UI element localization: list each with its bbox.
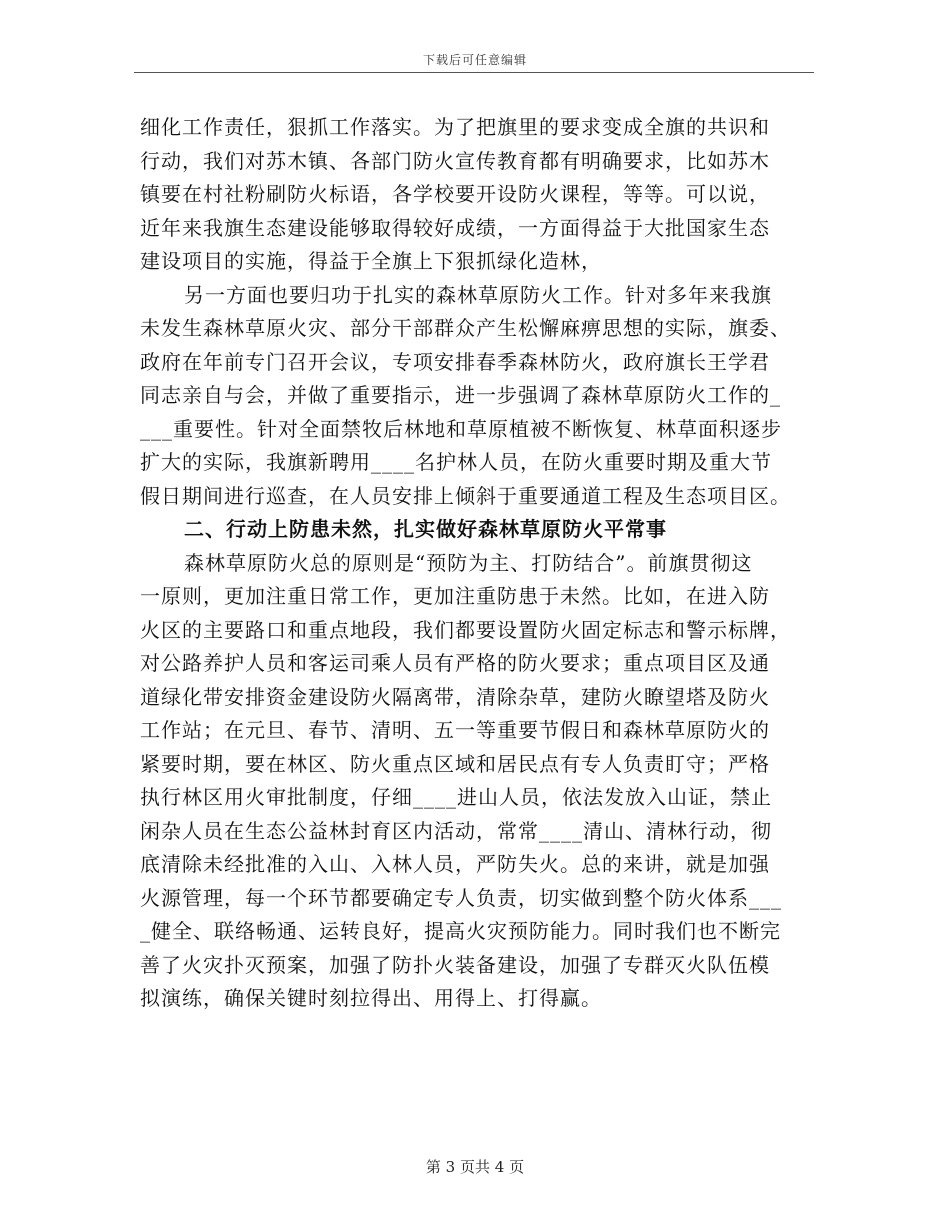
page-header: 下载后可任意编辑 <box>422 53 527 67</box>
body-line: 细化工作责任，狠抓工作落实。为了把旗里的要求变成全旗的共识和 <box>140 115 770 139</box>
body-line: 执行林区用火审批制度，仔细____进山人员，依法发放入山证，禁止 <box>140 785 772 809</box>
body-line: _健全、联络畅通、运转良好，提高火灾预防能力。同时我们也不断完 <box>140 919 781 943</box>
body-line: 另一方面也要归功于扎实的森林草原防火工作。针对多年来我旗 <box>184 282 772 307</box>
body-line: 假日期间进行巡查，在人员安排上倾斜于重要通道工程及生态项目区。 <box>140 483 791 508</box>
body-line: 政府在年前专门召开会议，专项安排春季森林防火，政府旗长王学君 <box>140 349 770 374</box>
body-line: 火源管理，每一个环节都要确定专人负责，切实做到整个防火体系___ <box>140 885 782 910</box>
body-line: 森林草原防火总的原则是“预防为主、打防结合”。前旗贯彻这 <box>184 550 753 575</box>
body-line: 底清除未经批准的入山、入林人员，严防失火。总的来讲，就是加强 <box>140 852 770 876</box>
body-line: 建设项目的实施，得益于全旗上下狠抓绿化造林， <box>140 249 602 273</box>
body-line: 工作站；在元旦、春节、清明、五一等重要节假日和森林草原防火的 <box>140 718 770 742</box>
body-line: 对公路养护人员和客运司乘人员有严格的防火要求；重点项目区及通 <box>140 651 770 675</box>
document-body <box>140 111 808 1016</box>
body-line: ___重要性。针对全面禁牧后林地和草原植被不断恢复、林草面积逐步 <box>140 416 782 441</box>
body-line: 一原则，更加注重日常工作，更加注重防患于未然。比如，在进入防 <box>140 584 770 608</box>
body-line: 近年来我旗生态建设能够取得较好成绩，一方面得益于大批国家生态 <box>140 215 770 240</box>
body-line: 善了火灾扑灭预案，加强了防扑火装备建设，加强了专群灭火队伍模 <box>140 952 770 977</box>
body-line: 火区的主要路口和重点地段，我们都要设置防火固定标志和警示标牌， <box>140 617 791 642</box>
body-line: 拟演练，确保关键时刻拉得出、用得上、打得赢。 <box>140 986 602 1010</box>
body-line: 同志亲自与会，并做了重要指示，进一步强调了森林草原防火工作的_ <box>140 383 781 407</box>
body-line: 未发生森林草原火灾、部分干部群众产生松懈麻痹思想的实际，旗委、 <box>140 316 791 340</box>
section-heading: 二、行动上防患未然，扎实做好森林草原防火平常事 <box>184 517 667 541</box>
body-line: 道绿化带安排资金建设防火隔离带，清除杂草，建防火瞭望塔及防火 <box>140 684 770 709</box>
body-line: 闲杂人员在生态公益林封育区内活动，常常____清山、清林行动，彻 <box>140 818 772 843</box>
body-line: 行动，我们对苏木镇、各部门防火宣传教育都有明确要求，比如苏木 <box>140 148 770 173</box>
body-line: 扩大的实际，我旗新聘用____名护林人员，在防火重要时期及重大节 <box>140 450 772 474</box>
header-divider <box>134 72 814 73</box>
page-footer: 第 3 页共 4 页 <box>425 1158 525 1176</box>
body-line: 镇要在村社粉刷防火标语，各学校要开设防火课程，等等。可以说， <box>140 182 770 206</box>
body-line: 紧要时期，要在林区、防火重点区域和居民点有专人负责盯守；严格 <box>140 751 770 776</box>
